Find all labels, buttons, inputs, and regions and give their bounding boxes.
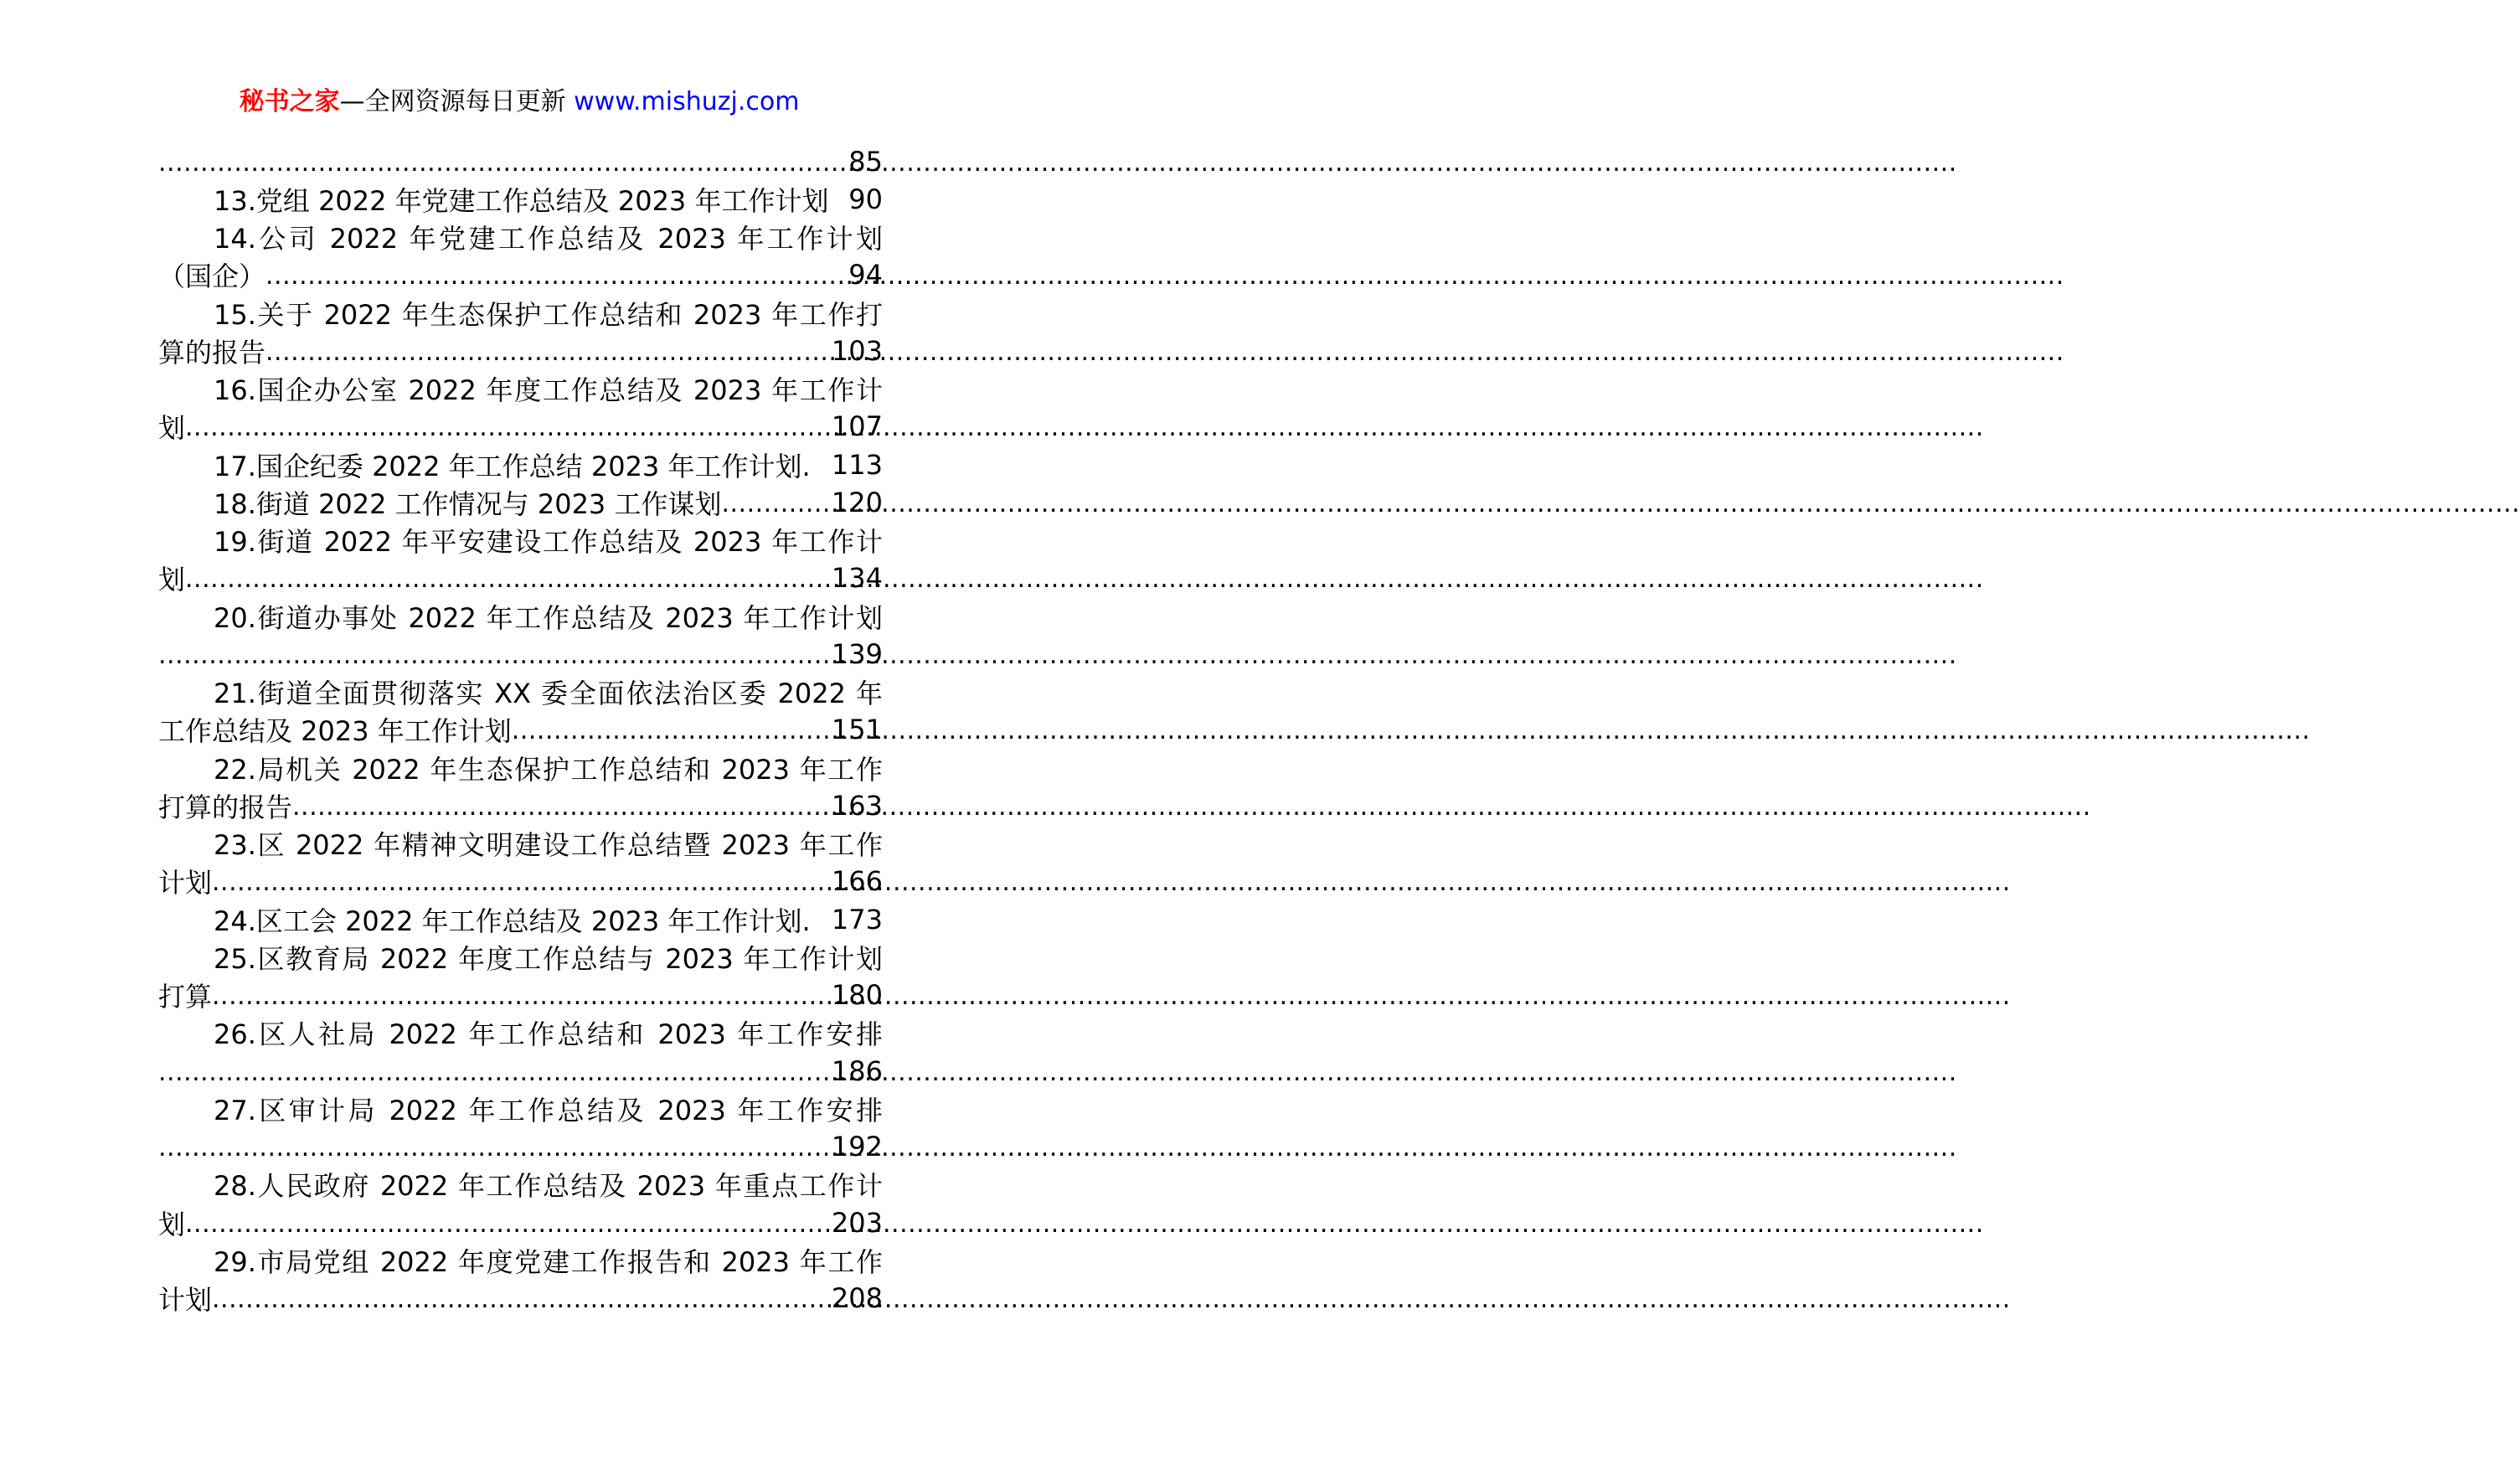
toc-line[interactable]	[158, 294, 883, 332]
page-number: 186	[831, 1054, 883, 1087]
toc-line[interactable]	[158, 219, 883, 256]
page-number: 166	[831, 865, 883, 898]
toc-line[interactable]	[158, 977, 883, 1014]
toc-entry-text: 工作总结及 2023 年工作计划	[158, 715, 512, 748]
page-number: 94	[848, 259, 883, 291]
page-number: 151	[831, 714, 883, 746]
toc-line[interactable]	[158, 408, 883, 446]
toc-entry-text: 25.区教育局 2022 年度工作总结与 2023 年工作计划	[214, 942, 883, 975]
page-number: 107	[831, 410, 883, 443]
toc-line[interactable]	[158, 1166, 883, 1204]
toc-line[interactable]	[158, 635, 883, 673]
toc-entry-text: 划	[158, 1208, 186, 1240]
dot-leader	[212, 1282, 832, 1314]
toc-line[interactable]	[158, 1128, 883, 1166]
dot-leader	[158, 1055, 832, 1087]
toc-entry-text: 13.党组 2022 年党建工作总结及 2023 年工作计划	[214, 184, 829, 217]
toc-line[interactable]	[158, 483, 883, 521]
page-number: 139	[831, 637, 883, 670]
dot-leader	[512, 714, 832, 745]
dot-leader	[212, 865, 832, 897]
page-number: 203	[831, 1206, 883, 1239]
dot-leader	[185, 562, 832, 594]
toc-line[interactable]	[158, 673, 883, 711]
toc-entry-text: 24.区工会 2022 年工作总结及 2023 年工作计划.	[214, 905, 811, 937]
toc-line[interactable]	[158, 597, 883, 635]
toc-entry-text: 18.街道 2022 工作情况与 2023 工作谋划	[214, 487, 722, 520]
toc-line[interactable]	[158, 142, 883, 180]
toc-line[interactable]	[158, 863, 883, 900]
page-number: 90	[848, 183, 883, 215]
toc-entry-text: 21.街道全面贯彻落实 XX 委全面依法治区委 2022 年	[214, 678, 883, 710]
page-number: 180	[831, 979, 883, 1012]
toc-entry-text: 划	[158, 564, 186, 596]
header-url-link[interactable]: www.mishuzj.com	[574, 87, 800, 116]
toc-entry-text: （国企）	[158, 260, 266, 293]
toc-entry-text: 打算的报告	[158, 791, 293, 823]
toc-line[interactable]	[158, 711, 883, 749]
toc-line[interactable]	[158, 825, 883, 863]
toc-entry-text: 16.国企办公室 2022 年度工作总结及 2023 年工作计	[214, 374, 883, 407]
page-number: 163	[831, 789, 883, 822]
toc-entry-text: 15.关于 2022 年生态保护工作总结和 2023 年工作打	[214, 298, 883, 331]
toc-entry-text: 计划	[158, 867, 213, 899]
toc-line[interactable]	[158, 332, 883, 369]
toc-line[interactable]	[158, 1090, 883, 1127]
header-tagline: 全网资源每日更新	[364, 87, 566, 116]
toc-line[interactable]	[158, 1014, 883, 1052]
toc-entry-text: 26.区人社局 2022 年工作总结和 2023 年工作安排	[214, 1018, 883, 1051]
page-number: 113	[831, 448, 883, 481]
toc-line[interactable]	[158, 559, 883, 597]
dot-leader	[185, 410, 832, 442]
toc-line[interactable]	[158, 938, 883, 976]
dot-leader	[265, 259, 848, 291]
toc-line[interactable]	[158, 900, 883, 938]
page-number: 120	[831, 486, 883, 518]
toc-line[interactable]	[158, 1241, 883, 1279]
toc-entry-text: 打算	[158, 981, 213, 1013]
toc-entry-text: 27.区审计局 2022 年工作总结及 2023 年工作安排	[214, 1094, 883, 1126]
toc-entry-text: 22.局机关 2022 年生态保护工作总结和 2023 年工作	[214, 753, 883, 786]
page-number: 192	[831, 1131, 883, 1163]
page-number: 208	[831, 1282, 883, 1315]
toc-entry-text: 19.街道 2022 年平安建设工作总结及 2023 年工作计	[214, 526, 883, 559]
dot-leader	[158, 146, 848, 178]
toc-line[interactable]	[158, 446, 883, 483]
toc-entry-text: 28.人民政府 2022 年工作总结及 2023 年重点工作计	[214, 1170, 883, 1203]
toc-line[interactable]	[158, 786, 883, 824]
page-number: 173	[831, 903, 883, 936]
toc-entry-text: 14.公司 2022 年党建工作总结及 2023 年工作计划	[214, 223, 883, 255]
dot-leader	[265, 335, 832, 367]
dot-leader	[158, 638, 832, 670]
toc-line[interactable]	[158, 180, 883, 218]
dot-leader	[185, 1207, 832, 1239]
toc-entry-text: 划	[158, 412, 186, 445]
toc-line[interactable]	[158, 256, 883, 294]
page-header	[0, 85, 1038, 119]
toc-line[interactable]	[158, 1280, 883, 1317]
toc-line[interactable]	[158, 522, 883, 559]
toc-line[interactable]	[158, 1052, 883, 1090]
page-number: 85	[848, 145, 883, 178]
page-number: 103	[831, 334, 883, 367]
page-number: 134	[831, 562, 883, 595]
toc-entry-text: 17.国企纪委 2022 年工作总结 2023 年工作计划.	[214, 450, 811, 482]
dot-leader	[721, 487, 831, 518]
toc-entry-text: 算的报告	[158, 336, 266, 369]
table-of-contents	[158, 142, 883, 1317]
toc-entry-text: 29.市局党组 2022 年度党建工作报告和 2023 年工作	[214, 1245, 883, 1278]
toc-entry-text: 计划	[158, 1284, 213, 1317]
dot-leader	[158, 1131, 832, 1162]
toc-line[interactable]	[158, 370, 883, 408]
brand-name: 秘书之家	[239, 87, 340, 116]
dot-leader	[212, 979, 832, 1011]
toc-entry-text: 23.区 2022 年精神文明建设工作总结暨 2023 年工作	[214, 829, 883, 862]
toc-entry-text: 20.街道办事处 2022 年工作总结及 2023 年工作计划	[214, 601, 883, 634]
dot-leader	[292, 790, 832, 822]
header-separator: —	[339, 87, 365, 116]
toc-line[interactable]	[158, 1204, 883, 1241]
toc-line[interactable]	[158, 749, 883, 786]
